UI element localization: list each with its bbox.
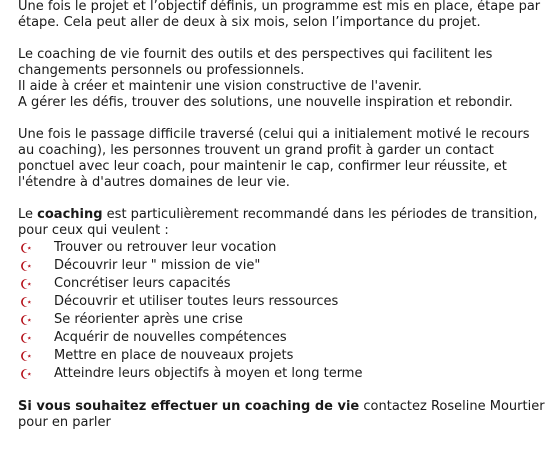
crescent-star-bullet-icon [20,296,32,308]
contact-paragraph [18,399,546,431]
intro-paragraph: Une fois le projet et l’objectif définis, un programme est mis en place, étape par étape. Cela peut aller de deux à six mois, selon l’importance du projet. [18,0,541,30]
crescent-star-bullet-icon [20,278,32,290]
list-item [18,329,546,347]
transition-suffix: est particulièrement recommandé dans les périodes de transition, pour ceux qui veulent : [18,207,538,238]
list-item-text: Atteindre leurs objectifs à moyen et long terme [54,366,363,381]
contact-bold: Si vous souhaitez effectuer un coaching de vie [18,399,360,414]
coaching-description [18,47,546,111]
crescent-star-bullet-icon [20,350,32,362]
crescent-star-bullet-icon [20,314,32,326]
coaching-description-line3: A gérer les défis, trouver des solutions, une nouvelle inspiration et rebondir. [18,95,513,110]
crescent-star-bullet-icon [20,332,32,344]
list-item-text: Découvrir leur " mission de vie" [54,258,261,273]
list-item-text: Trouver ou retrouver leur vocation [54,240,277,255]
crescent-star-bullet-icon [20,260,32,272]
list-item [18,257,546,275]
list-item-text: Se réorienter après une crise [54,312,243,327]
list-item-text: Mettre en place de nouveaux projets [54,348,294,363]
coaching-description-line2: Il aide à créer et maintenir une vision constructive de l'avenir. [18,79,422,94]
transition-paragraph [18,207,546,239]
list-item-text: Découvrir et utiliser toutes leurs ressources [54,294,339,309]
list-item [18,275,546,293]
list-item [18,365,546,383]
coaching-description-line1: Le coaching de vie fournit des outils et des perspectives qui facilitent les changements personnels ou professionnels. [18,47,493,78]
crescent-star-bullet-icon [20,242,32,254]
list-item-text: Concrétiser leurs capacités [54,276,231,291]
list-item [18,293,546,311]
list-item [18,239,546,257]
transition-prefix: Le [18,207,38,222]
after-passage-paragraph: Une fois le passage difficile traversé (celui qui a initialement motivé le recours au coaching), les personnes trouvent un grand profit à garder un contact ponctuel avec leur coach, pour maintenir le cap, confirmer leur réussite, et l'étendre à d'autres domaines de leur vie. [18,127,530,190]
list-item-text: Acquérir de nouvelles compétences [54,330,287,345]
contact-rest: contactez Roseline Mourtier pour en parler [18,399,545,430]
list-item [18,311,546,329]
list-item [18,347,546,365]
transition-bold-word: coaching [37,207,103,222]
crescent-star-bullet-icon [20,368,32,380]
recommendation-list [18,239,546,383]
